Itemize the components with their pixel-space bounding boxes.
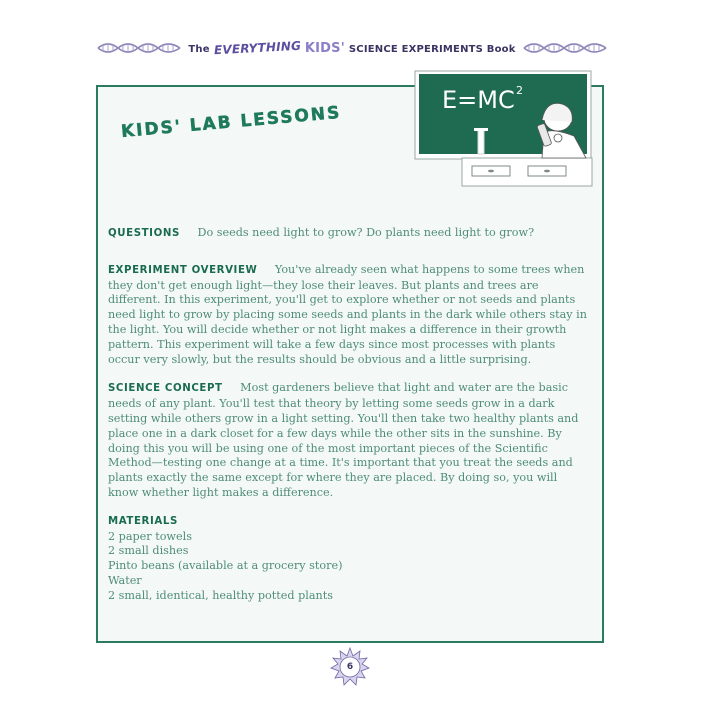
title-kids: KIDS' — [304, 40, 345, 56]
list-item: 2 paper towels — [108, 529, 192, 543]
questions-section — [108, 226, 588, 242]
book-header — [96, 38, 608, 58]
questions-label: QUESTIONS — [108, 228, 180, 239]
page-number: 6 — [346, 662, 354, 672]
book-title — [188, 38, 516, 57]
concept-text: Most gardeners believe that light and water are the basic needs of any plant. You'll test that theory by letting some seeds grow in a dark setting while others grow in a light setting. You'll then take two healthy plants and place one in a dark closet for a few days while the other sits in the sunshine. By doing this you will be using one of the most important pieces of the Scientific Method—testing one change at a time. It's important that you treat the seeds and plants exactly the same except for where they are placed. By doing so, you will know whether light makes a difference. — [108, 381, 579, 499]
dna-icon — [522, 40, 608, 56]
concept-label: SCIENCE CONCEPT — [108, 383, 223, 395]
overview-text: You've already seen what happens to some trees when they don't get enough light—they lose their leaves. But plants and trees are different. In this experiment, you'll get to explore whether or not seeds and plants need light to grow by placing some seeds and plants in the dark while others stay in the light. You will decide whether or not light makes a difference in their growth pattern. This experiment will take a few days since most processes with plants occur very slowly, but the results should be obvious and a little surprising. — [108, 262, 587, 366]
lab-lessons-title: KIDS' LAB LESSONS — [120, 102, 343, 142]
concept-section — [108, 381, 588, 500]
svg-text:E=MC: E=MC — [442, 86, 515, 114]
questions-text: Do seeds need light to grow? Do plants need light to grow? — [197, 226, 535, 239]
svg-text:2: 2 — [516, 84, 523, 97]
title-suffix: SCIENCE EXPERIMENTS Book — [348, 43, 516, 55]
list-item: 2 small, identical, healthy potted plants — [108, 588, 333, 602]
lesson-content — [108, 226, 588, 618]
list-item: 2 small dishes — [108, 544, 189, 558]
dna-icon — [96, 40, 182, 56]
title-prefix: The — [188, 43, 210, 55]
list-item: Water — [108, 573, 142, 587]
materials-label: MATERIALS — [108, 515, 178, 527]
overview-section — [108, 263, 588, 368]
title-everything: EVERYTHING — [213, 38, 302, 57]
list-item: Pinto beans (available at a grocery store) — [108, 559, 343, 573]
overview-label: EXPERIMENT OVERVIEW — [108, 264, 258, 276]
materials-list — [108, 530, 588, 604]
materials-section — [108, 515, 588, 604]
chalkboard-illustration — [414, 70, 594, 188]
